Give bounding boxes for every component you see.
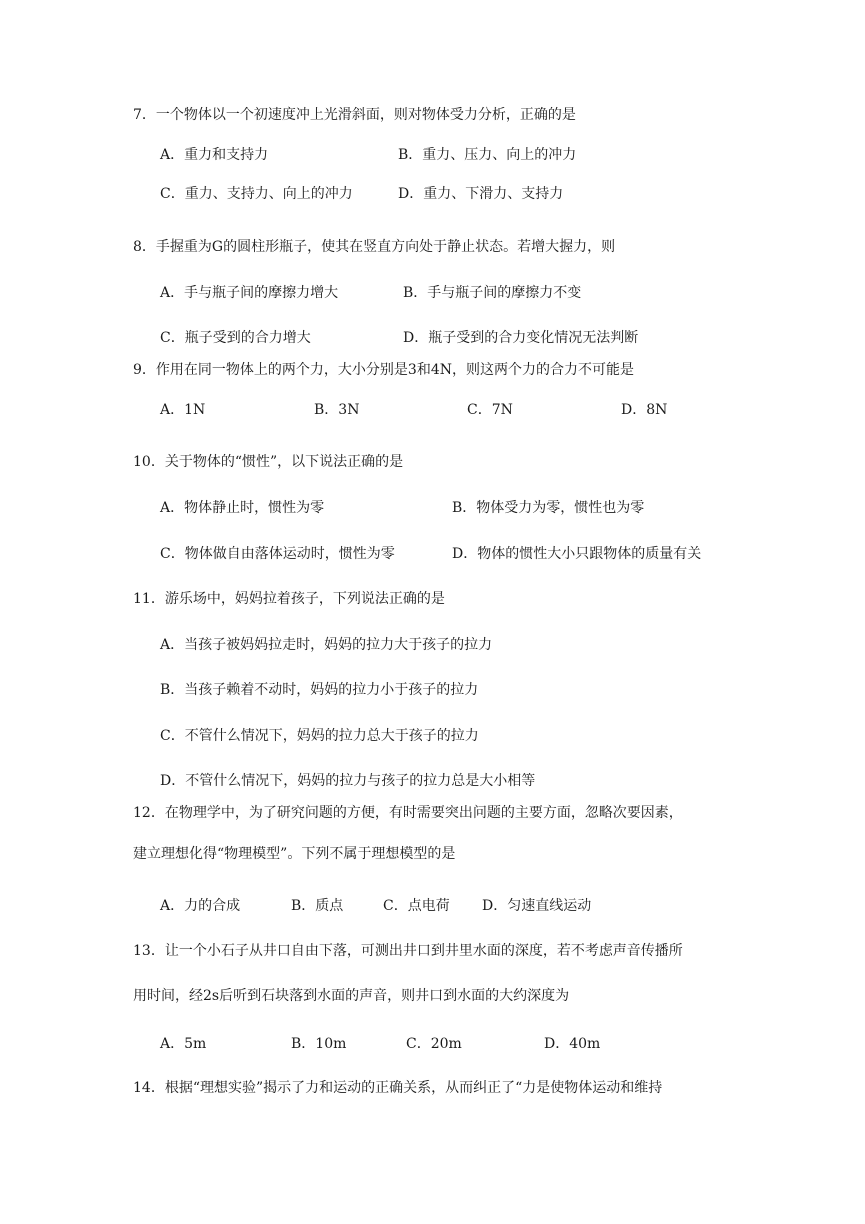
- question-13-option-b: B．10m: [291, 1036, 347, 1052]
- question-8-option-b: B．手与瓶子间的摩擦力不变: [403, 285, 582, 301]
- question-10-option-c: C．物体做自由落体运动时，惯性为零: [160, 546, 395, 562]
- question-9-option-c: C．7N: [467, 402, 513, 418]
- question-12-stem-line1: 12．在物理学中，为了研究问题的方便，有时需要突出问题的主要方面，忽略次要因素，: [133, 805, 683, 821]
- question-9-option-a: A．1N: [160, 402, 206, 418]
- question-13-option-a: A．5m: [160, 1036, 207, 1052]
- question-13-stem-line1: 13．让一个小石子从井口自由下落，可测出井口到井里水面的深度，若不考虑声音传播所: [133, 943, 683, 959]
- question-10-option-d: D．物体的惯性大小只跟物体的质量有关: [452, 546, 702, 562]
- question-14-stem: 14．根据“理想实验”揭示了力和运动的正确关系，从而纠正了“力是使物体运动和维持: [133, 1080, 663, 1096]
- question-12-stem-line2: 建立理想化得“物理模型”。下列不属于理想模型的是: [133, 846, 456, 862]
- question-8-option-a: A．手与瓶子间的摩擦力增大: [160, 285, 339, 301]
- question-12-option-c: C．点电荷: [383, 898, 450, 914]
- question-9-stem: 9．作用在同一物体上的两个力，大小分别是3和4N，则这两个力的合力不可能是: [133, 362, 634, 378]
- question-10-option-a: A．物体静止时，惯性为零: [160, 500, 325, 516]
- question-8-stem: 8．手握重为G的圆柱形瓶子，使其在竖直方向处于静止状态。若增大握力，则: [133, 239, 616, 255]
- question-11-stem: 11．游乐场中，妈妈拉着孩子，下列说法正确的是: [133, 591, 445, 607]
- question-12-option-b: B．质点: [291, 898, 344, 914]
- question-10-stem: 10．关于物体的“惯性”，以下说法正确的是: [133, 454, 404, 470]
- question-10-option-b: B．物体受力为零，惯性也为零: [452, 500, 645, 516]
- question-7-option-c: C．重力、支持力、向上的冲力: [160, 186, 353, 202]
- question-7-option-a: A．重力和支持力: [160, 147, 269, 163]
- question-13-option-c: C．20m: [406, 1036, 462, 1052]
- question-13-stem-line2: 用时间，经2s后听到石块落到水面的声音，则井口到水面的大约深度为: [133, 988, 570, 1004]
- question-8-option-d: D．瓶子受到的合力变化情况无法判断: [403, 330, 639, 346]
- question-9-option-b: B．3N: [314, 402, 360, 418]
- question-11-option-d: D．不管什么情况下，妈妈的拉力与孩子的拉力总是大小相等: [160, 773, 536, 789]
- question-9-option-d: D．8N: [621, 402, 668, 418]
- question-7-stem: 7．一个物体以一个初速度冲上光滑斜面，则对物体受力分析，正确的是: [133, 107, 576, 123]
- question-11-option-c: C．不管什么情况下，妈妈的拉力总大于孩子的拉力: [160, 728, 479, 744]
- question-13-option-d: D．40m: [544, 1036, 601, 1052]
- question-12-option-d: D．匀速直线运动: [482, 898, 592, 914]
- question-12-option-a: A．力的合成: [160, 898, 241, 914]
- question-7-option-d: D．重力、下滑力、支持力: [398, 186, 564, 202]
- question-7-option-b: B．重力、压力、向上的冲力: [398, 147, 577, 163]
- question-11-option-a: A．当孩子被妈妈拉走时，妈妈的拉力大于孩子的拉力: [160, 637, 493, 653]
- question-8-option-c: C．瓶子受到的合力增大: [160, 330, 311, 346]
- question-11-option-b: B．当孩子赖着不动时，妈妈的拉力小于孩子的拉力: [160, 682, 479, 698]
